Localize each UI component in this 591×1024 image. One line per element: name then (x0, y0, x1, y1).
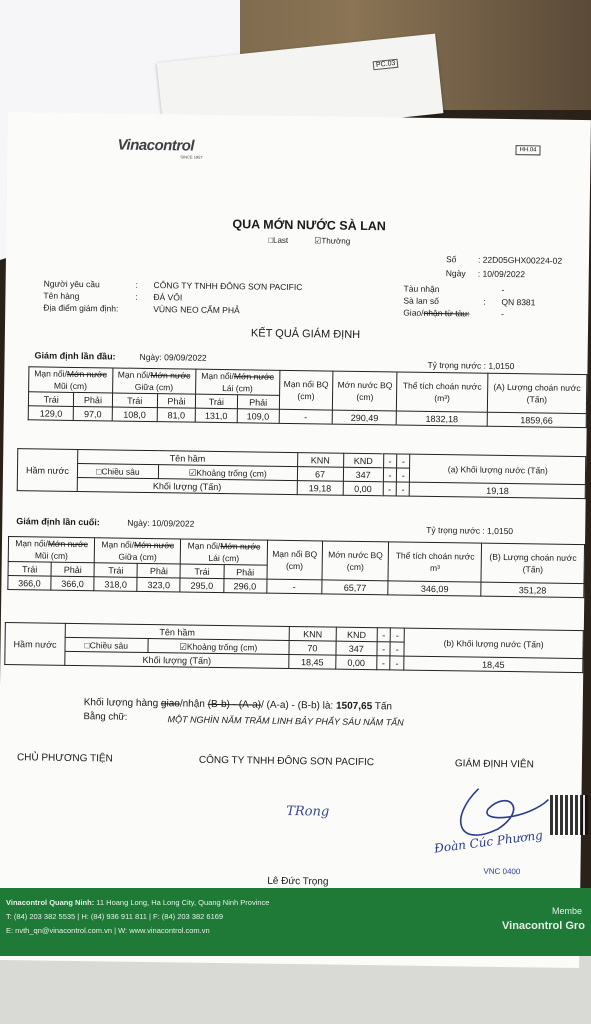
table-cell: 323,0 (137, 577, 180, 592)
volume-header: Thể tích choán nước m³ (388, 542, 482, 582)
first-draft-table (28, 366, 588, 428)
ballast-weight-label: (b) Khối lượng nước (Tấn) (404, 628, 583, 658)
ullage-option: ☑Khoảng trống (cm) (158, 465, 297, 481)
table-cell: - (390, 656, 404, 670)
weight-label: Khối lượng (Tấn) (65, 651, 289, 668)
option-normal: ☑Thường (314, 236, 351, 246)
form-code: HH.04 (515, 145, 540, 155)
owner-name: Lê Đức Trọng (267, 875, 329, 888)
left-header: Trái (94, 563, 137, 578)
table-cell: 65,77 (322, 580, 388, 595)
table-cell: - (383, 468, 397, 482)
cargo-label: Tên hàng (43, 290, 80, 302)
right-header: Phải (74, 392, 112, 407)
ngay-value: : 10/09/2022 (477, 268, 526, 280)
cargo-weight-value: 1507,65 (335, 700, 373, 713)
first-survey-date: Ngày: 09/09/2022 (139, 351, 207, 363)
table-cell: 366,0 (51, 576, 94, 591)
barge-label: Sà lan số (403, 295, 439, 307)
stern-header: Mạn nổi/Mớn nước Lái (cm) (196, 369, 280, 395)
bow-header: Mạn nổi/Mớn nước Mũi (cm) (29, 367, 113, 393)
first-density: Tỷ trọng nước : 1,0150 (427, 359, 515, 372)
right-header: Phải (137, 563, 180, 578)
right-header: Phải (237, 395, 279, 410)
table-cell: 131,0 (195, 408, 237, 423)
freeboard-avg-header: Mạn nổi BQ (cm) (279, 370, 333, 410)
knn-header: KNN (289, 626, 336, 641)
left-header: Trái (112, 393, 158, 408)
option-last: □Last (268, 235, 289, 245)
so-label: Số (445, 254, 457, 265)
table-cell: - (396, 482, 410, 496)
deliver-label: Giao/nhận từ tàu: (403, 307, 470, 319)
table-cell: - (397, 454, 411, 468)
table-cell: 109,0 (237, 409, 279, 424)
table-cell: - (383, 482, 397, 496)
ngay-label: Ngày (445, 268, 466, 279)
inspector-signature: Đoàn Cúc Phương (433, 827, 544, 856)
logo-since: SINCE 1957 (180, 154, 203, 160)
table-cell: - (377, 656, 391, 670)
qr-code (550, 795, 588, 835)
table-cell: - (396, 468, 410, 482)
table-cell: 1859,66 (487, 412, 587, 427)
table-cell: 295,0 (180, 578, 223, 593)
table-cell: 108,0 (112, 407, 158, 422)
table-cell: 81,0 (157, 408, 195, 423)
depth-option: □Chiều sâu (77, 464, 158, 479)
pc-code-label: PC.03 (373, 59, 399, 71)
table-cell: 347 (336, 641, 377, 656)
table-cell: 346,09 (388, 581, 481, 596)
table-cell: 1832,18 (397, 411, 487, 426)
table-cell: 18,45 (404, 656, 583, 672)
company-title: CÔNG TY TNHH ĐÔNG SƠN PACIFIC (198, 754, 375, 769)
table-cell: 129,0 (28, 406, 74, 421)
words-label: Bằng chữ: (83, 711, 128, 723)
table-cell: 0,00 (343, 481, 383, 496)
ullage-option: ☑Khoảng trống (cm) (147, 639, 289, 655)
footer-phone: T: (84) 203 382 5535 | H: (84) 936 911 811 | F: (84) 203 382 6169 (6, 912, 224, 921)
volume-header: Thể tích choán nước (m³) (397, 372, 488, 412)
table-cell: 18,45 (289, 654, 336, 669)
left-header: Trái (28, 392, 74, 407)
left-header: Trái (180, 564, 223, 579)
last-ballast-table (4, 622, 584, 673)
tank-name-header: Tên hầm (78, 450, 298, 467)
table-cell: 296,0 (223, 579, 266, 594)
table-cell: 351,28 (481, 582, 584, 597)
table-cell: - (383, 454, 397, 468)
right-header: Phải (224, 565, 267, 580)
document-page (0, 112, 591, 968)
amount-in-words: MỘT NGHÌN NĂM TRĂM LINH BẢY PHẨY SÁU NĂM TẤN (167, 714, 404, 728)
freeboard-avg-header: Mạn nổi BQ (cm) (267, 540, 323, 580)
table-cell: 318,0 (94, 577, 137, 592)
draft-avg-header: Mớn nước BQ (cm) (333, 371, 398, 411)
table-cell: 366,0 (8, 576, 51, 591)
table-cell: 347 (343, 467, 383, 482)
deliver-value: - (501, 308, 505, 319)
colon: : (483, 296, 486, 307)
bow-header: Mạn nổi/Mớn nước Mũi (cm) (8, 537, 95, 563)
cargo-weight-line: Khối lượng hàng giao/nhận (B-b) - (A-a)/ (A-a) - (B-b) là: 1507,65 Tấn (83, 697, 393, 713)
table-cell: - (390, 642, 404, 656)
requester-label: Người yêu cầu (43, 278, 100, 290)
ship-receive-value: - (501, 284, 505, 295)
knd-header: KND (343, 453, 383, 468)
mid-header: Mạn nổi/Mớn nước Giữa (cm) (94, 538, 181, 564)
owner-title: CHỦ PHƯƠNG TIỆN (16, 752, 113, 765)
location-label: Địa điểm giám định: (43, 302, 119, 314)
document-title: QUA MỚN NƯỚC SÀ LAN (232, 217, 386, 234)
vinacontrol-logo: Vinacontrol (117, 136, 195, 155)
ballast-weight-label: (a) Khối lượng nước (Tấn) (410, 454, 586, 484)
displacement-header: (A) Lượng choán nước (Tấn) (487, 373, 587, 413)
knd-header: KND (336, 627, 377, 642)
weight-label: Khối lượng (Tấn) (77, 478, 297, 495)
table-cell: - (377, 628, 391, 642)
mid-header: Mạn nổi/Mớn nước Giữa (cm) (112, 368, 196, 394)
first-ballast-table (17, 448, 587, 499)
ship-receive-label: Tàu nhận (403, 283, 440, 295)
table-cell: 67 (297, 467, 343, 482)
last-draft-table (7, 536, 585, 598)
table-cell: 290,49 (332, 410, 396, 425)
footer-member-org: Vinacontrol Gro (502, 920, 585, 932)
draft-avg-header: Mớn nước BQ (cm) (322, 541, 389, 581)
colon: : (135, 279, 139, 290)
footer-member: Membe (552, 906, 583, 916)
ballast-label: Hầm nước (17, 449, 78, 492)
requester-value: CÔNG TY TNHH ĐÔNG SƠN PACIFIC (153, 280, 303, 293)
location-value: VÙNG NEO CẨM PHẢ (153, 304, 240, 316)
cargo-value: ĐÁ VÔI (153, 292, 183, 303)
owner-signature: TRong (286, 803, 330, 820)
vnc-code: VNC 0400 (483, 866, 521, 877)
table-cell: - (266, 579, 322, 594)
left-header: Trái (195, 394, 237, 409)
table-cell: 70 (289, 640, 336, 655)
right-header: Phải (157, 394, 195, 409)
table-cell: 19,18 (410, 482, 586, 498)
so-value: : 22D05GHX00224-02 (477, 254, 563, 266)
table-cell: - (279, 409, 333, 424)
table-cell: 0,00 (336, 655, 377, 670)
result-title: KẾT QUẢ GIÁM ĐỊNH (250, 327, 361, 341)
colon: : (135, 291, 138, 302)
displacement-header: (B) Lượng choán nước (Tấn) (481, 543, 584, 583)
inspector-title: GIÁM ĐỊNH VIÊN (454, 758, 534, 771)
knn-header: KNN (297, 453, 343, 468)
last-survey-date: Ngày: 10/09/2022 (127, 517, 195, 529)
tank-name-header: Tên hầm (65, 623, 289, 640)
last-density: Tỷ trọng nước : 1,0150 (426, 524, 514, 537)
table-cell: 19,18 (297, 481, 343, 496)
footer-address: Vinacontrol Quang Ninh: 11 Hoang Long, Ha Long City, Quang Ninh Province (6, 898, 270, 907)
barge-value: QN 8381 (501, 296, 536, 308)
right-header: Phải (51, 562, 94, 577)
left-header: Trái (8, 562, 51, 577)
ballast-label: Hầm nước (5, 623, 66, 666)
first-survey-label: Giám định lần đầu: (34, 350, 116, 362)
table-cell: 97,0 (74, 406, 112, 421)
last-survey-label: Giám định lần cuối: (16, 516, 100, 528)
footer (0, 888, 591, 956)
stern-header: Mạn nổi/Mớn nước Lái (cm) (181, 539, 268, 565)
table-cell: - (391, 628, 405, 642)
table-cell: - (377, 642, 391, 656)
footer-email: E: nvth_qn@vinacontrol.com.vn | W: www.vinacontrol.com.vn (6, 926, 210, 935)
depth-option: □Chiều sâu (65, 637, 148, 652)
